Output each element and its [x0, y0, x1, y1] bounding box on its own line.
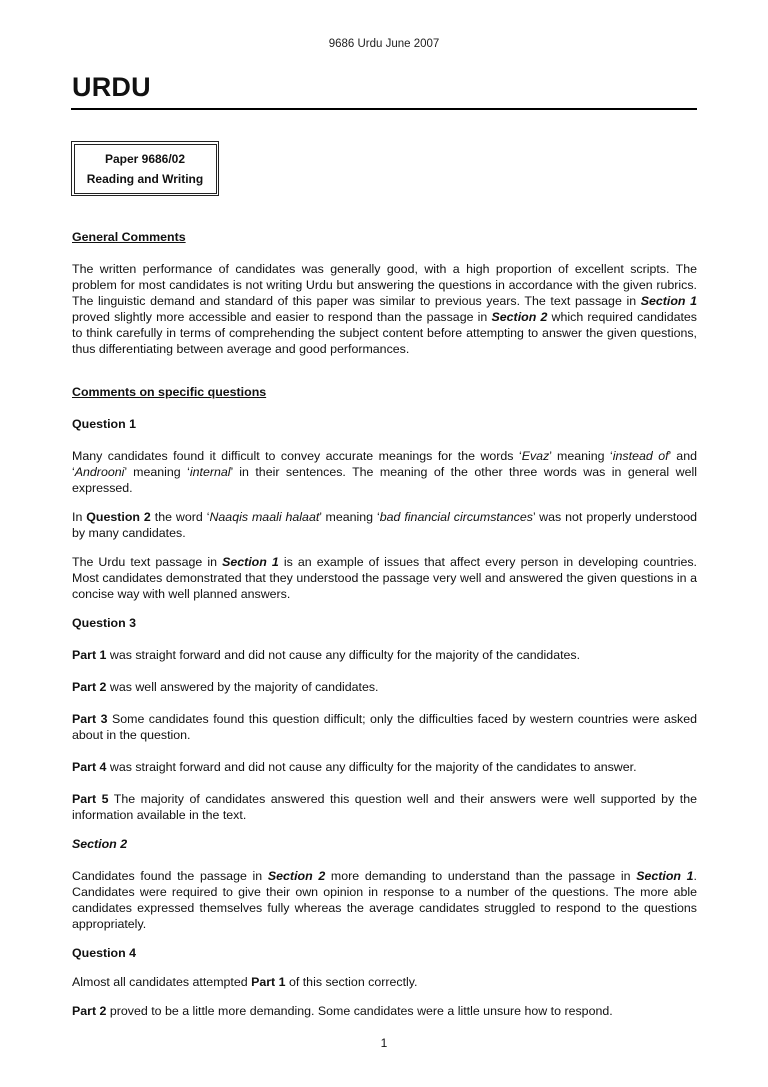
text-run: was straight forward and did not cause any difficulty for the majority of the candidates to answer.: [106, 760, 637, 774]
term: internal: [189, 465, 231, 479]
text-run: Candidates found the passage in: [72, 869, 268, 883]
paper-title: Reading and Writing: [86, 171, 204, 186]
question-3-part-3: [72, 711, 697, 743]
section-ref: Section 1: [636, 869, 694, 883]
section-1-paragraph: [72, 554, 697, 602]
part-label: Part 5: [72, 792, 109, 806]
text-run: ’ meaning ‘: [124, 465, 190, 479]
question-4-part-1: [72, 974, 697, 990]
question-2-paragraph: [72, 509, 697, 541]
general-comments-paragraph: [72, 261, 697, 357]
question-4-heading: Question 4: [72, 946, 137, 960]
term: instead of: [612, 449, 669, 463]
text-run: The Urdu text passage in: [72, 555, 223, 569]
page-number: 1: [380, 1036, 388, 1050]
part-label: Part 4: [72, 760, 107, 774]
text-run: The written performance of candidates was generally good, with a high proportion of excellent scripts. The problem for most candidates is not writing Urdu but answering the questions in accordance with the given rubrics. The linguistic demand and standard of this paper was similar to previous years. The text passage in: [72, 262, 697, 308]
text-run: more demanding to understand than the passage in: [325, 869, 637, 883]
specific-comments-heading: Comments on specific questions: [72, 385, 267, 399]
text-run: the word ‘: [150, 510, 210, 524]
text-run: Some candidates found this question difficult; only the difficulties faced by western countries were asked about in the question.: [72, 712, 698, 742]
text-run: Many candidates found it difficult to convey accurate meanings for the words ‘: [72, 449, 522, 463]
text-run: is an example of issues that affect every person in developing countries. Most candidates demonstrated that they understood the passage very well and answered the given questions in a concise way with well planned answers.: [72, 555, 697, 601]
text-run: which required candidates to think carefully in terms of comprehending the subject content before attempting to answer the given questions, thus differentiating between average and good performances.: [72, 310, 698, 356]
text-run: proved to be a little more demanding. Some candidates were a little unsure how to respond.: [106, 1004, 613, 1018]
question-1-heading: Question 1: [72, 417, 137, 431]
text-run: ’ meaning ‘: [549, 449, 613, 463]
term: Evaz: [521, 449, 550, 463]
paper-info-box-inner: [74, 144, 217, 194]
term: Androoni: [74, 465, 125, 479]
section-2-heading: Section 2: [72, 837, 128, 851]
question-ref: Question 2: [86, 510, 151, 524]
document-body: [72, 229, 697, 1019]
text-run: ’ in their sentences. The meaning of the other three words was in general well expressed.: [72, 465, 697, 495]
section-ref: Section 1: [222, 555, 279, 569]
question-3-part-2: [72, 679, 697, 695]
section-ref: Section 2: [267, 869, 326, 883]
text-run: ’ was not properly understood by many candidates.: [72, 510, 698, 540]
section-ref: Section 2: [491, 310, 548, 324]
question-1-paragraph: [72, 448, 697, 496]
text-run: was straight forward and did not cause any difficulty for the majority of the candidates.: [106, 648, 581, 662]
part-label: Part 1: [251, 975, 286, 989]
part-label: Part 2: [72, 1004, 107, 1018]
part-label: Part 2: [72, 680, 107, 694]
text-run: The majority of candidates answered this question well and their answers were well supported by the information available in the text.: [72, 792, 697, 822]
question-3-part-1: [72, 647, 697, 663]
text-run: proved slightly more accessible and easier to respond than the passage in: [72, 310, 492, 324]
question-3-part-5: [72, 791, 697, 823]
section-ref: Section 1: [640, 294, 697, 308]
part-label: Part 1: [72, 648, 107, 662]
running-header: 9686 Urdu June 2007: [328, 38, 440, 50]
text-run: ’ and ‘: [72, 449, 697, 479]
question-4-part-2: [72, 1003, 697, 1019]
term: bad financial circumstances: [379, 510, 533, 524]
part-label: Part 3: [72, 712, 108, 726]
section-2-paragraph: [72, 868, 697, 932]
text-run: In: [72, 510, 87, 524]
question-3-heading: Question 3: [72, 616, 137, 630]
paper-info-box: [71, 141, 219, 196]
question-3-part-4: [72, 759, 697, 775]
text-run: was well answered by the majority of candidates.: [106, 680, 379, 694]
document-title: URDU: [72, 72, 151, 102]
text-run: . Candidates were required to give their own opinion in response to a number of the questions. The more able candidates expressed themselves fully whereas the average candidates struggled to respond to the questions appropriately.: [72, 869, 697, 931]
term: Naaqis maali halaat: [209, 510, 320, 524]
text-run: of this section correctly.: [285, 975, 418, 989]
paper-code: Paper 9686/02: [104, 151, 186, 166]
general-comments-heading: General Comments: [72, 230, 186, 244]
title-rule: [71, 108, 697, 110]
text-run: ’ meaning ‘: [319, 510, 380, 524]
text-run: Almost all candidates attempted: [72, 975, 252, 989]
